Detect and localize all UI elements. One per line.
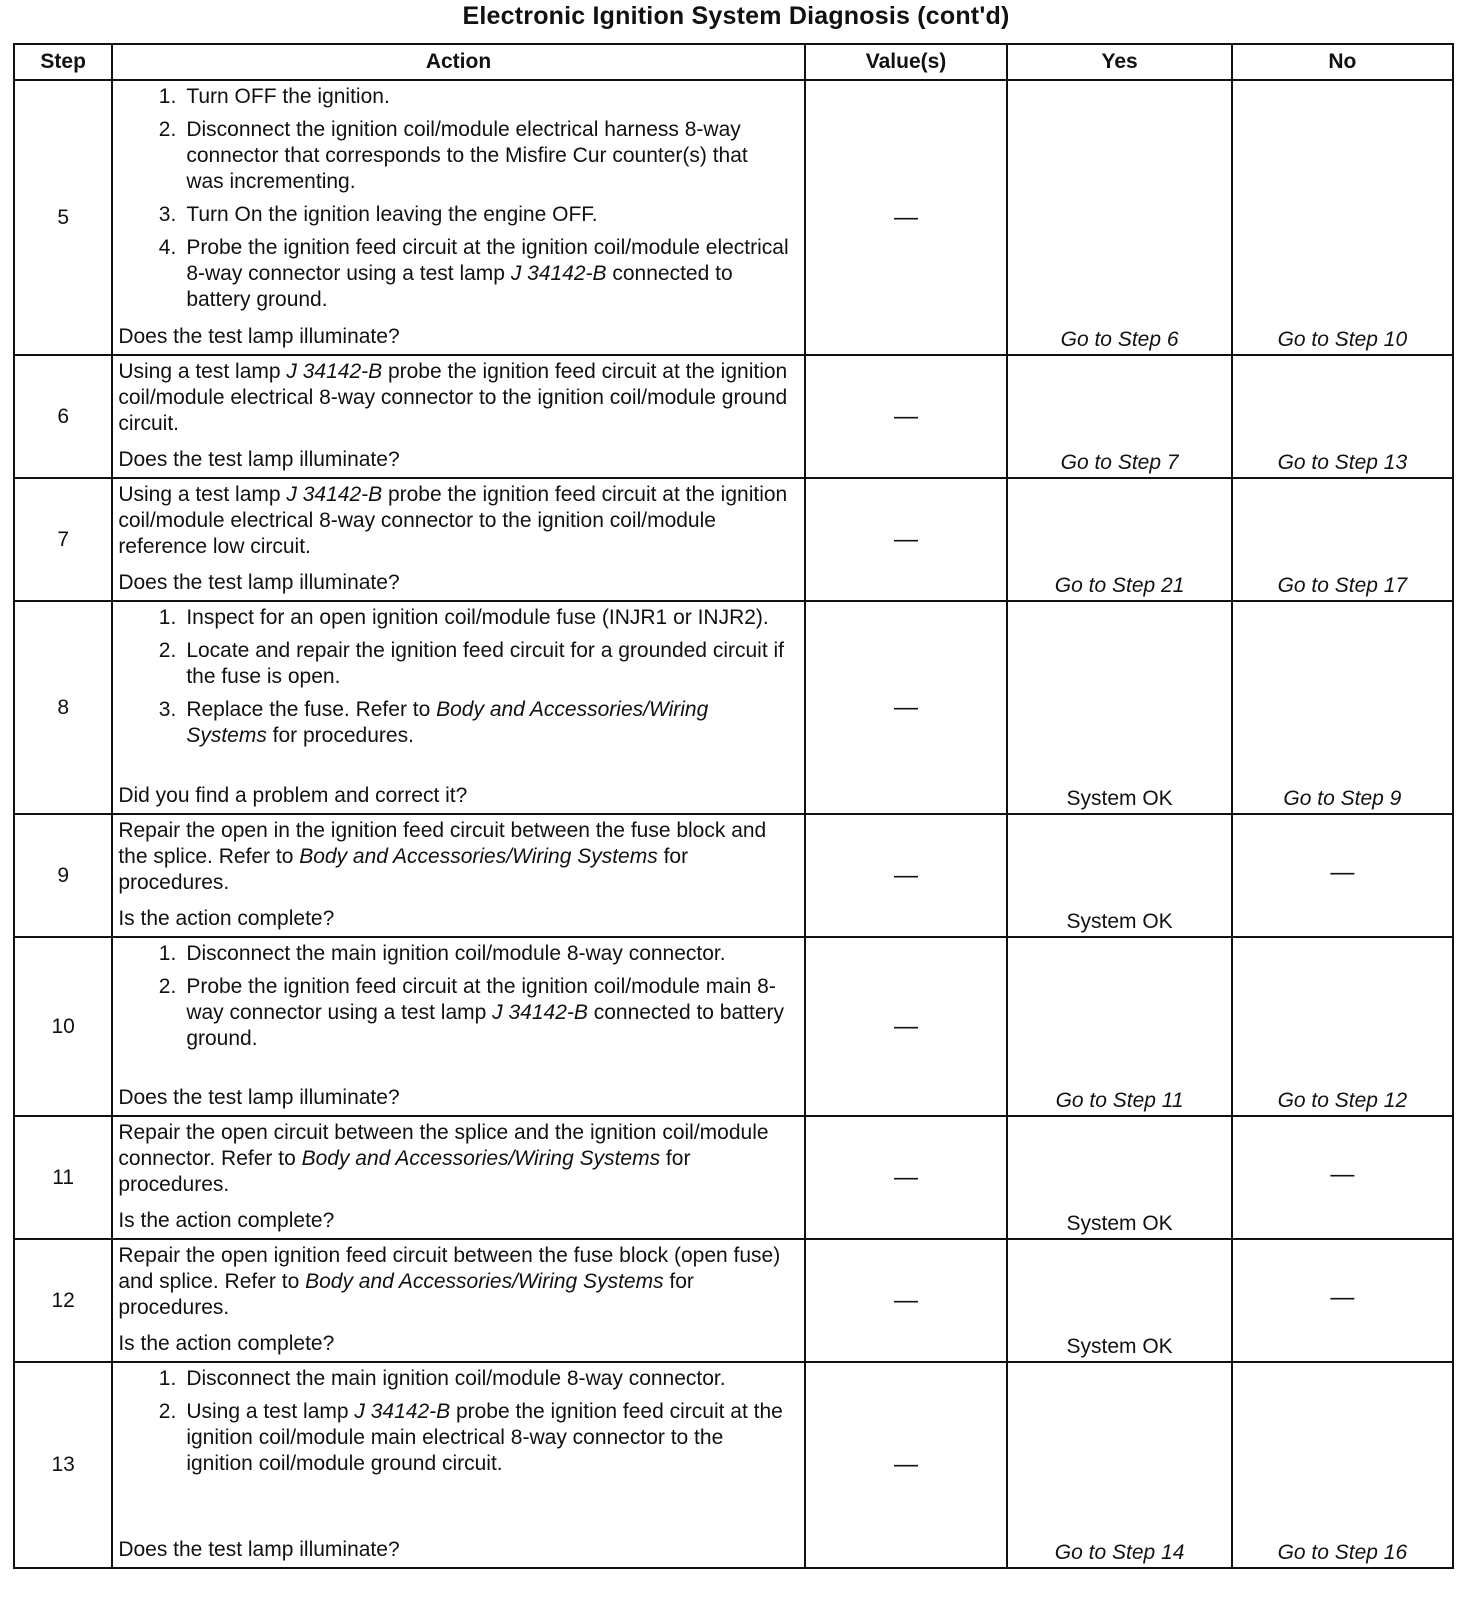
action-step-number: 2. xyxy=(158,639,177,662)
no-goto-step: Go to Step 17 xyxy=(1277,574,1408,597)
action-step xyxy=(118,1366,789,1392)
action-step-number: 3. xyxy=(158,203,177,226)
action-steps-list xyxy=(118,84,789,313)
action-text-part: Using a test lamp xyxy=(118,360,287,383)
reference-italic: J 34142-B xyxy=(286,360,383,383)
action-step xyxy=(118,697,789,749)
action-step-number: 2. xyxy=(158,1400,177,1423)
action-step-text xyxy=(186,974,789,1052)
yes-cell xyxy=(1007,355,1231,478)
no-cell xyxy=(1232,601,1453,814)
table-row xyxy=(14,1239,1453,1362)
step-number: 12 xyxy=(14,1239,112,1362)
header-yes: Yes xyxy=(1007,44,1231,80)
action-question: Is the action complete? xyxy=(118,907,335,930)
action-question: Does the test lamp illuminate? xyxy=(118,325,400,348)
action-text-part: Using a test lamp xyxy=(118,483,287,506)
table-row xyxy=(14,355,1453,478)
table-row xyxy=(14,80,1453,355)
action-text-part: for procedures. xyxy=(118,845,689,894)
no-cell xyxy=(1232,1116,1453,1239)
action-step-text-part: Probe the ignition feed circuit at the ignition coil/module main 8-way connector using a test lamp xyxy=(186,975,776,1024)
yes-cell xyxy=(1007,601,1231,814)
action-steps-list xyxy=(118,941,789,1052)
value-cell: — xyxy=(805,1239,1008,1362)
yes-goto-step: Go to Step 11 xyxy=(1055,1089,1184,1112)
reference-italic: Body and Accessories/Wiring Systems xyxy=(186,698,709,747)
no-cell xyxy=(1232,478,1453,601)
reference-italic: Body and Accessories/Wiring Systems xyxy=(301,1147,661,1170)
no-cell xyxy=(1232,355,1453,478)
yes-cell xyxy=(1007,937,1231,1116)
action-paragraph xyxy=(118,818,789,896)
action-step xyxy=(118,605,789,631)
step-number: 8 xyxy=(14,601,112,814)
header-action: Action xyxy=(112,44,804,80)
step-number: 11 xyxy=(14,1116,112,1239)
action-text-part: probe the ignition feed circuit at the ignition coil/module electrical 8-way connector to the ignition coil/module reference low circuit. xyxy=(118,483,788,558)
step-number: 6 xyxy=(14,355,112,478)
no-cell xyxy=(1232,814,1453,937)
action-step-text-part: Replace the fuse. Refer to xyxy=(186,698,437,721)
action-step-text-part: connected to battery ground. xyxy=(186,262,733,311)
step-number: 7 xyxy=(14,478,112,601)
action-question: Does the test lamp illuminate? xyxy=(118,1086,400,1109)
no-cell xyxy=(1232,1239,1453,1362)
table-body xyxy=(14,80,1453,1568)
action-step xyxy=(118,117,789,195)
action-steps-list xyxy=(118,1366,789,1477)
action-step-text: Disconnect the ignition coil/module electrical harness 8-way connector that corresponds to the Misfire Cur counter(s) that was incrementing. xyxy=(186,118,748,193)
no-cell xyxy=(1232,80,1453,355)
yes-cell xyxy=(1007,80,1231,355)
diagnosis-table xyxy=(13,43,1454,1569)
header-step: Step xyxy=(14,44,112,80)
yes-result-text: System OK xyxy=(1066,910,1173,933)
no-cell xyxy=(1232,937,1453,1116)
yes-cell xyxy=(1007,814,1231,937)
table-row xyxy=(14,814,1453,937)
step-number: 9 xyxy=(14,814,112,937)
action-text-part: for procedures. xyxy=(118,1147,691,1196)
no-goto-step: Go to Step 13 xyxy=(1277,451,1408,474)
yes-cell xyxy=(1007,1116,1231,1239)
action-cell xyxy=(112,1239,804,1362)
reference-italic: Body and Accessories/Wiring Systems xyxy=(299,845,658,868)
action-step-number: 4. xyxy=(158,236,177,259)
yes-cell xyxy=(1007,478,1231,601)
table-header-row xyxy=(14,44,1453,80)
action-cell xyxy=(112,355,804,478)
action-paragraph xyxy=(118,482,789,560)
action-cell xyxy=(112,601,804,814)
action-cell xyxy=(112,937,804,1116)
no-goto-step: Go to Step 16 xyxy=(1277,1541,1408,1564)
action-cell xyxy=(112,80,804,355)
action-step-number: 1. xyxy=(158,85,177,108)
action-step xyxy=(118,202,789,228)
step-number: 13 xyxy=(14,1362,112,1568)
action-step-number: 3. xyxy=(158,698,177,721)
action-paragraph xyxy=(118,1120,789,1198)
action-question: Is the action complete? xyxy=(118,1209,335,1232)
yes-cell xyxy=(1007,1239,1231,1362)
yes-goto-step: Go to Step 7 xyxy=(1060,451,1179,474)
no-dash: — xyxy=(1330,1160,1355,1188)
action-step-number: 1. xyxy=(158,942,177,965)
action-step xyxy=(118,84,789,110)
action-cell xyxy=(112,478,804,601)
action-question: Is the action complete? xyxy=(118,1332,335,1355)
no-goto-step: Go to Step 10 xyxy=(1277,328,1408,351)
action-text-part: Repair the open ignition feed circuit between the fuse block (open fuse) and splice. Refer to xyxy=(118,1244,781,1293)
action-text-part: probe the ignition feed circuit at the ignition coil/module electrical 8-way connector to the ignition coil/module ground circuit. xyxy=(118,360,788,435)
value-cell: — xyxy=(805,1362,1008,1568)
table-row xyxy=(14,937,1453,1116)
action-step-text-part: probe the ignition feed circuit at the ignition coil/module main electrical 8-way connector to the ignition coil/module ground circuit. xyxy=(186,1400,783,1475)
action-step xyxy=(118,941,789,967)
action-question: Did you find a problem and correct it? xyxy=(118,784,468,807)
action-step-text xyxy=(186,697,789,749)
reference-italic: J 34142-B xyxy=(510,262,607,285)
action-step-number: 1. xyxy=(158,606,177,629)
action-text-part: Repair the open in the ignition feed circuit between the fuse block and the splice. Refer to xyxy=(118,819,767,868)
no-dash: — xyxy=(1330,858,1355,886)
action-step xyxy=(118,638,789,690)
action-text-part: for procedures. xyxy=(118,1270,694,1319)
action-step-number: 1. xyxy=(158,1367,177,1390)
action-step-text: Inspect for an open ignition coil/module fuse (INJR1 or INJR2). xyxy=(186,606,769,629)
reference-italic: J 34142-B xyxy=(286,483,383,506)
header-values: Value(s) xyxy=(805,44,1008,80)
action-step-text-part: connected to battery ground. xyxy=(186,1001,785,1050)
value-cell: — xyxy=(805,1116,1008,1239)
yes-goto-step: Go to Step 14 xyxy=(1054,1541,1185,1564)
value-cell: — xyxy=(805,355,1008,478)
action-step-text: Turn OFF the ignition. xyxy=(186,85,390,108)
action-step-text: Disconnect the main ignition coil/module 8-way connector. xyxy=(186,942,726,965)
action-paragraph xyxy=(118,359,789,437)
action-step-text: Locate and repair the ignition feed circuit for a grounded circuit if the fuse is open. xyxy=(186,639,784,688)
action-step xyxy=(118,1399,789,1477)
value-cell: — xyxy=(805,80,1008,355)
action-steps-list xyxy=(118,605,789,749)
value-cell: — xyxy=(805,601,1008,814)
no-dash: — xyxy=(1330,1283,1355,1311)
table-row xyxy=(14,478,1453,601)
reference-italic: J 34142-B xyxy=(354,1400,451,1423)
reference-italic: Body and Accessories/Wiring Systems xyxy=(305,1270,664,1293)
yes-goto-step: Go to Step 21 xyxy=(1054,574,1185,597)
action-step-text: Disconnect the main ignition coil/module 8-way connector. xyxy=(186,1367,726,1390)
page-title: Electronic Ignition System Diagnosis (cont'd) xyxy=(462,2,1010,30)
value-cell: — xyxy=(805,937,1008,1116)
action-step-text: Turn On the ignition leaving the engine OFF. xyxy=(186,203,598,226)
yes-goto-step: Go to Step 6 xyxy=(1060,328,1179,351)
action-step-text-part: Probe the ignition feed circuit at the ignition coil/module electrical 8-way connector using a test lamp xyxy=(186,236,789,285)
table-row xyxy=(14,1362,1453,1568)
action-step-text-part: for procedures. xyxy=(266,724,414,747)
action-step-text-part: Using a test lamp xyxy=(186,1400,355,1423)
action-step xyxy=(118,235,789,313)
action-question: Does the test lamp illuminate? xyxy=(118,1538,400,1561)
step-number: 10 xyxy=(14,937,112,1116)
action-step-text xyxy=(186,1399,789,1477)
action-step xyxy=(118,974,789,1052)
yes-result-text: System OK xyxy=(1066,787,1173,810)
action-question: Does the test lamp illuminate? xyxy=(118,571,400,594)
action-cell xyxy=(112,1362,804,1568)
header-no: No xyxy=(1232,44,1453,80)
action-step-number: 2. xyxy=(158,975,177,998)
no-goto-step: Go to Step 9 xyxy=(1283,787,1402,810)
reference-italic: J 34142-B xyxy=(492,1001,588,1024)
yes-cell xyxy=(1007,1362,1231,1568)
value-cell: — xyxy=(805,478,1008,601)
action-text-part: Repair the open circuit between the splice and the ignition coil/module connector. Refer to xyxy=(118,1121,769,1170)
table-row xyxy=(14,601,1453,814)
action-cell xyxy=(112,1116,804,1239)
step-number: 5 xyxy=(14,80,112,355)
table-row xyxy=(14,1116,1453,1239)
no-cell xyxy=(1232,1362,1453,1568)
value-cell: — xyxy=(805,814,1008,937)
action-step-number: 2. xyxy=(158,118,177,141)
action-cell xyxy=(112,814,804,937)
action-paragraph xyxy=(118,1243,789,1321)
yes-result-text: System OK xyxy=(1066,1335,1173,1358)
action-step-text xyxy=(186,235,789,313)
action-question: Does the test lamp illuminate? xyxy=(118,448,400,471)
no-goto-step: Go to Step 12 xyxy=(1277,1089,1408,1112)
yes-result-text: System OK xyxy=(1066,1212,1173,1235)
